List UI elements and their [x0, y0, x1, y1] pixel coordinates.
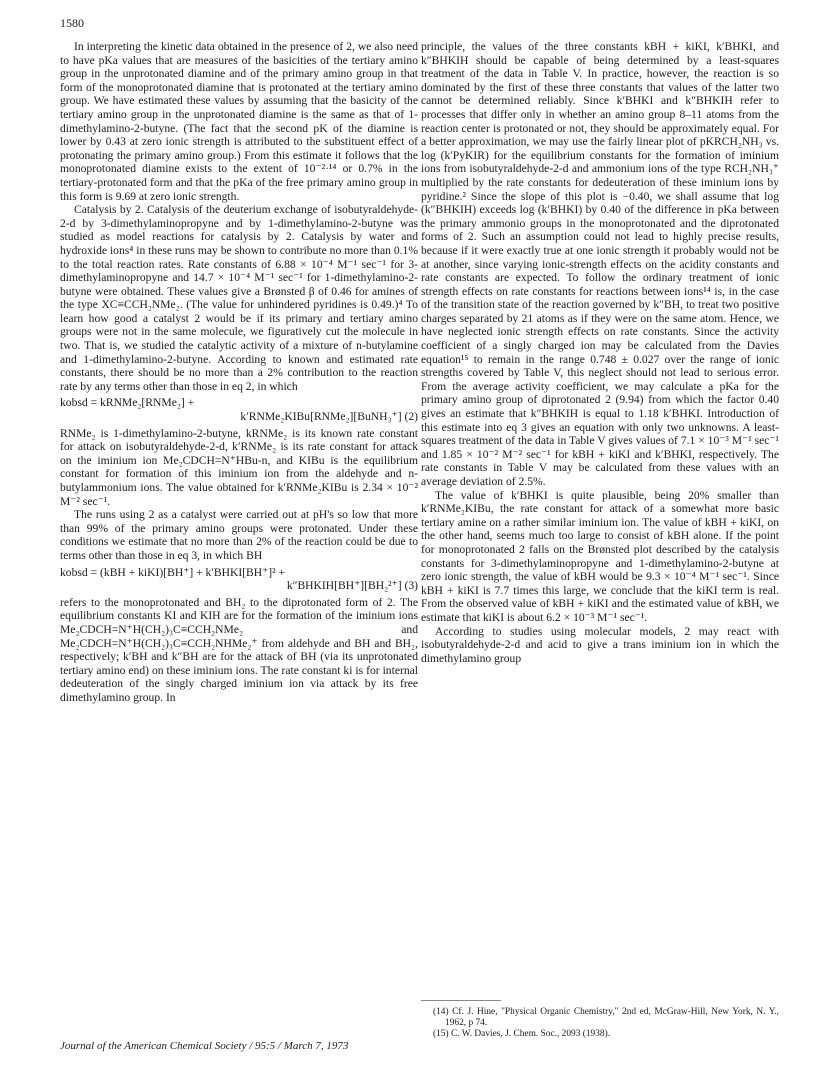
journal-footer: Journal of the American Chemical Society / 95:5 / March 7, 1973 [60, 1040, 349, 1052]
equation-2-line-1: kobsd = kRNMe₂[RNMe₂] + [60, 396, 195, 410]
paragraph: The value of k′BHKI is quite plausible, being 20% smaller than k′RNMe₂KIBu, the rate constant for attack of a somewhat more basic tertiary amine on a rather similar iminium ion. The value of kBH + kiKI, on the other hand, seems much too large to consist of kBH alone. If the point for monoprotonated 2 falls on the Brønsted plot described by the catalysis constants for 3-dimethylaminopropyne and 1-dimethylamino-2-butyne at zero ionic strength, the value of kBH would be 9.3 × 10⁻⁴ M⁻¹ sec⁻¹. Since kBH + kiKI is 7.7 times this large, we conclude that the kiKI term is real. From the observed value of kBH + kiKI and the estimated value of kBH, we estimate that kiKI is about 6.2 × 10⁻³ M⁻¹ sec⁻¹. [421, 488, 779, 624]
paragraph: Catalysis by 2. Catalysis of the deuterium exchange of isobutyraldehyde-2-d by 3-dimethylaminopropyne and by 1-dimethylamino-2-butyne was studied as model reactions for catalysis by 2. Catalysis by water and hydroxide ions⁴ in these runs may be shown to contribute no more than 0.1% to the total reaction rates. Rate constants of 6.88 × 10⁻⁴ M⁻¹ sec⁻¹ for 3-dimethylaminopropyne and 14.7 × 10⁻⁴ M⁻¹ sec⁻¹ for 1-dimethylamino-2-butyne were obtained. These values give a Brønsted β of 0.46 for amines of the type XC≡CCH₂NMe₂. (The value for unhindered pyridines is 0.49.)⁴ To learn how good a catalyst 2 would be if its primary and tertiary amino groups were not in the same molecule, we figuratively cut the molecule in two. That is, we studied the catalytic activity of a mixture of n-butylamine and 1-dimethylamino-2-butyne. According to known and estimated rate constants, there should be no more than a 2% contribution to the reaction rate by any terms other than those in eq 2, in which [60, 203, 418, 393]
equation-3-line-2: k″BHKIH[BH⁺][BH₂²⁺] (3) [286, 579, 418, 593]
footnotes [421, 1000, 779, 1040]
equation-3 [60, 566, 418, 593]
paragraph: principle, the values of the three constants kBH + kiKI, k′BHKI, and k″BHKIH should be capable of being determined by a least-squares treatment of the data in Table V. In practice, however, the reaction is so dominated by the first of these three constants that values of the latter two cannot be determined reliably. Since k′BHKI and k″BHKIH refer to processes that differ only in whether an amino group 8–11 atoms from the reaction center is protonated or not, they should be approximately equal. For a better approximation, we may use the fairly linear plot of pKRCH₂NH₃ vs. log (k′PyKIR) for the equilibrium constants for the formation of iminium ions from isobutyraldehyde-2-d and ammonium ions of the type RCH₂NH₃⁺ multiplied by the rate constants for dedeuteration of these iminium ions by pyridine.² Since the slope of this plot is −0.40, we shall assume that log (k″BHKIH) exceeds log (k′BHKI) by 0.40 of the difference in pKa between the primary ammonio groups in the monoprotonated and the diprotonated forms of 2. Such an assumption could not lead to highly precise results, because if it were exactly true at one ionic strength it probably would not be at another, since varying ionic-strength effects on the acidity constants and rate constants are expected. To follow the ordinary treatment of ionic strength effects on rate constants for reactions between ions¹⁴ is, in the case of the transition state of the reaction governed by k″BH, to treat two positive charges separated by 21 atoms as if they were on the same atom. Hence, we have neglected ionic strength effects on rate constants. Since the activity coefficient of a singly charged ion may be calculated from the Davies equation¹⁵ to remain in the range 0.748 ± 0.027 over the range of ionic strengths covered by Table V, this neglect should not lead to serious error. From the average activity coefficient, we may calculate a pKa for the primary amino group of diprotonated 2 (9.94) from which the factor 0.40 gives an estimate that k″BHKIH is equal to 1.18 k′BHKI. Introduction of this estimate into eq 3 gives an equation with only two unknowns. A least-squares treatment of the data in Table V gives values of 7.1 × 10⁻³ M⁻¹ sec⁻¹ and 1.85 × 10⁻² M⁻² sec⁻¹ for kBH + kiKI and k′BHKI, respectively. The rate constants in Table V may be calculated from these values with an average deviation of 2.5%. [421, 40, 779, 488]
equation-2 [60, 396, 418, 423]
left-column [60, 40, 418, 705]
equation-2-line-2: k′RNMe₂KIBu[RNMe₂][BuNH₃⁺] (2) [240, 410, 418, 424]
paragraph: In interpreting the kinetic data obtained in the presence of 2, we also need to have pKa values that are measures of the basicities of the tertiary amino group in the unprotonated diamine and of the primary amino group in that form of the monoprotonated diamine that is protonated at the tertiary amino group. We have estimated these values by assuming that the basicity of the tertiary amino group in the unprotonated diamine is the same as that of 1-dimethylamino-2-butyne. (The fact that the second pK of the diamine is lower by 0.43 at zero ionic strength is attributed to the substituent effect of protonating the primary amino group.) From this estimate it follows that the monoprotonated diamine exists to the extent of 10⁻²·¹⁴ or 0.7% in the tertiary-protonated form and that the pKa of the free primary amino group in this form is 9.69 at zero ionic strength. [60, 40, 418, 203]
paragraph: According to studies using molecular models, 2 may react with isobutyraldehyde-2-d and acid to give a trans iminium ion in which the dimethylamino group [421, 624, 779, 665]
footnote: (15) C. W. Davies, J. Chem. Soc., 2093 (1938). [433, 1029, 611, 1039]
equation-3-line-1: kobsd = (kBH + kiKI)[BH⁺] + k′BHKI[BH⁺]² + [60, 565, 286, 579]
footnote: (14) Cf. J. Hine, "Physical Organic Chemistry," 2nd ed, McGraw-Hill, New York, N. Y., 1962, p 74. [433, 1007, 779, 1028]
paragraph: The runs using 2 as a catalyst were carried out at pH's so low that more than 99% of the primary amino groups were protonated. Under these conditions we estimate that no more than 2% of the reaction could be due to terms other than those in eq 3, in which BH [60, 508, 418, 562]
footnote-rule [421, 1000, 501, 1001]
paragraph: RNMe₂ is 1-dimethylamino-2-butyne, kRNMe₂ is its known rate constant for attack on isobutyraldehyde-2-d, k′RNMe₂ is its rate constant for attack on the iminium ion Me₂CDCH=N⁺HBu-n, and KIBu is the equilibrium constant for formation of this iminium ion from the aldehyde and n-butylammonium ions. The value obtained for k′RNMe₂KIBu is 2.34 × 10⁻² M⁻² sec⁻¹. [60, 426, 418, 508]
paragraph: refers to the monoprotonated and BH₂ to the diprotonated form of 2. The equilibrium constants KI and KIH are for the formation of the iminium ions Me₂CDCH=N⁺H(CH₂)₃C≡CCH₂NMe₂ and Me₂CDCH=N⁺H(CH₂)₃C≡CCH₂NHMe₂⁺ from aldehyde and BH and BH₂, respectively; k′BH and k″BH are for the attack of BH (via its unprotonated tertiary amino end) on these iminium ions. The rate constant ki is for internal dedeuteration of the singly charged iminium ion via attack by its free dimethylamino group. In [60, 595, 418, 704]
right-column [421, 40, 779, 665]
page-number: 1580 [60, 16, 84, 30]
